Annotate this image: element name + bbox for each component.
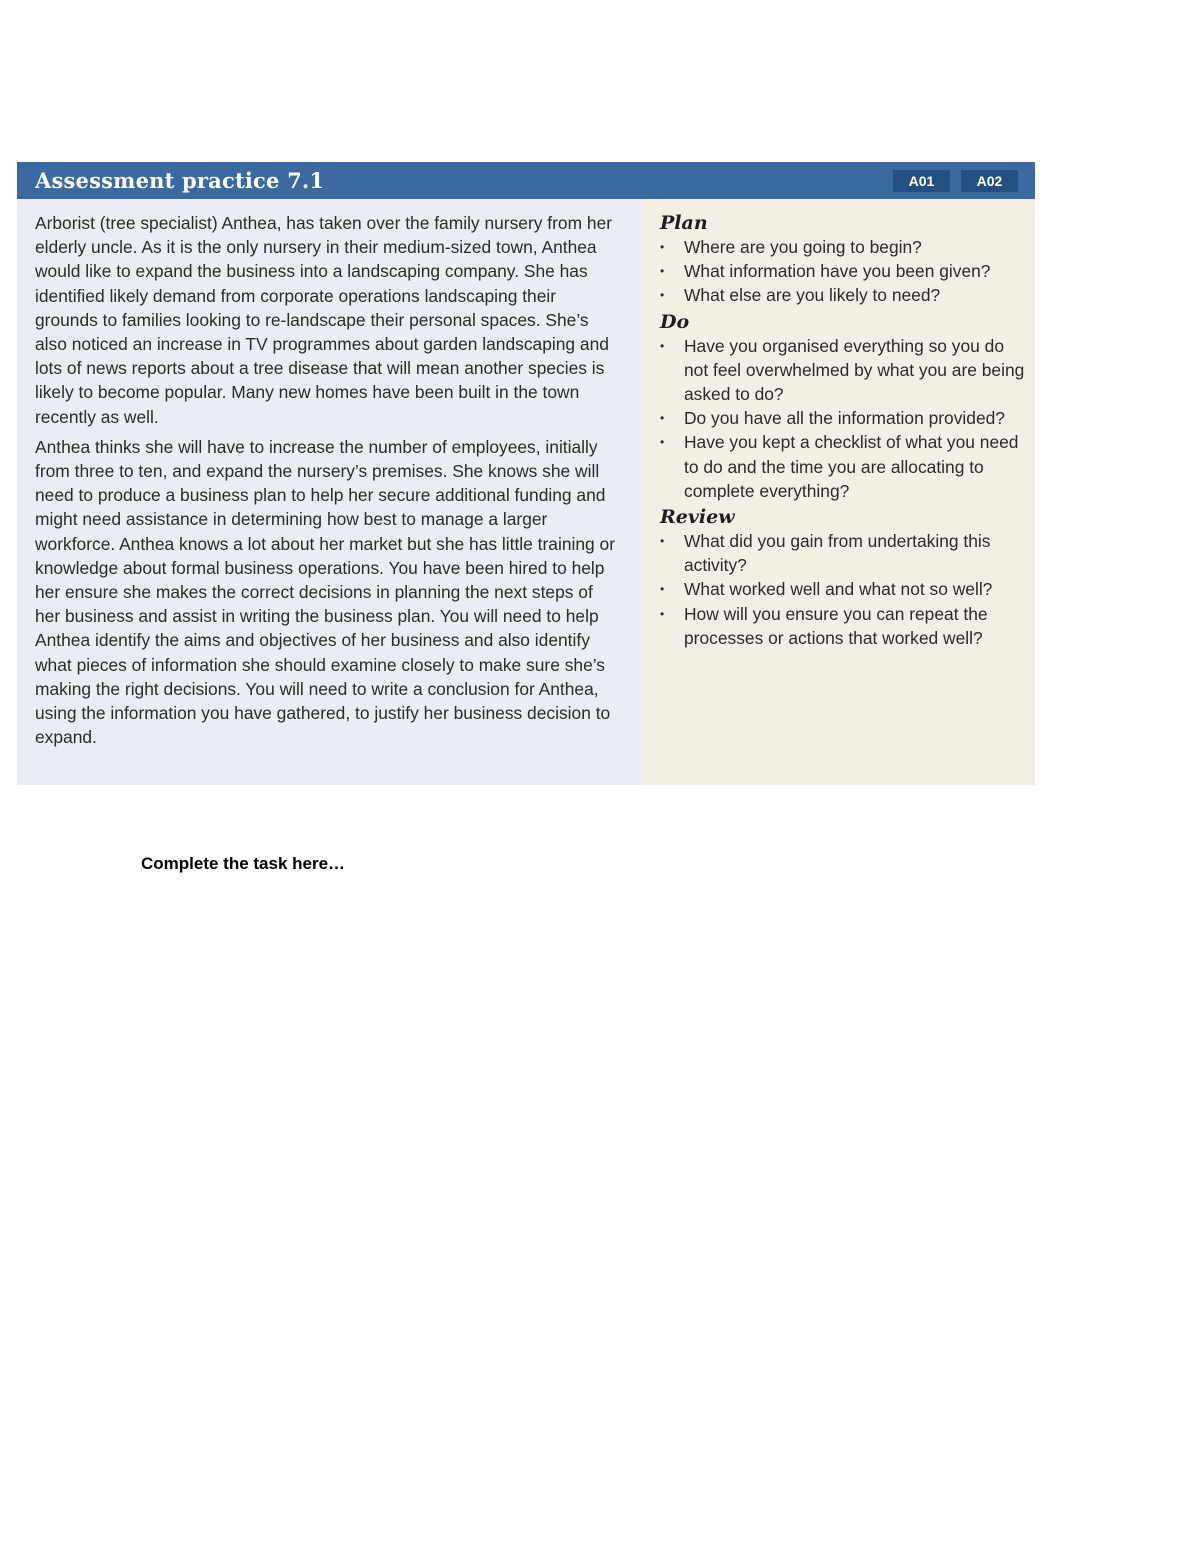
list-item-text: How will you ensure you can repeat the processes or actions that worked well? xyxy=(684,603,988,648)
list-item-text: Have you kept a checklist of what you need to do and the time you are allocating to complete everything? xyxy=(684,432,1019,501)
list-item-text: What information have you been given? xyxy=(684,261,991,282)
scenario-paragraph-2: Anthea thinks she will have to increase the number of employees, initially from three to ten, and expand the nursery’s premises. She knows she will need to produce a business plan to help her secure additional funding and might need assistance in determining how best to manage a larger workforce. Anthea knows a lot about her market but she has little training or knowledge about formal business operations. You have been hired to help her ensure she makes the correct decisions in planning the next steps of her business and assist in writing the business plan. You will need to help Anthea identify the aims and objectives of her business and also identify what pieces of information she should examine closely to make sure she’s making the right decisions. You will need to write a conclusion for Anthea, using the information you have gathered, to justify her business decision to expand. xyxy=(35,436,615,748)
assessment-objective-badges xyxy=(893,170,1018,192)
list-item xyxy=(660,283,1025,307)
list-item xyxy=(660,430,1025,503)
list-item xyxy=(660,235,1025,259)
list-item-text: What worked well and what not so well? xyxy=(684,579,993,600)
section-heading-review: Review xyxy=(660,506,735,529)
card-body xyxy=(17,199,1035,785)
bullet-icon: • xyxy=(660,240,665,254)
list-item xyxy=(660,577,1025,601)
bullet-icon: • xyxy=(660,534,665,549)
scenario-panel xyxy=(17,199,642,785)
list-item xyxy=(660,602,1025,650)
bullet-icon: • xyxy=(660,338,665,353)
card-title: Assessment practice 7.1 xyxy=(35,168,325,193)
plan-do-review-panel xyxy=(642,199,1035,785)
bullet-icon: • xyxy=(660,606,665,621)
list-item xyxy=(660,334,1025,407)
list-item-text: What else are you likely to need? xyxy=(684,285,941,306)
scenario-paragraph-1: Arborist (tree specialist) Anthea, has taken over the family nursery from her elderly uncle. As it is the only nursery in their medium-sized town, Anthea would like to expand the business into a landscaping company. She has identified likely demand from corporate operations landscaping their grounds to families looking to re-landscape their personal spaces. She’s also noticed an increase in TV programmes about garden landscaping and lots of news reports about a tree disease that will mean another species is likely to become popular. Many new homes have been built in the town recently as well. xyxy=(35,213,613,427)
badge-ao2: A02 xyxy=(961,170,1018,192)
assessment-practice-card xyxy=(17,162,1035,785)
bullet-icon: • xyxy=(660,582,665,597)
bullet-icon: • xyxy=(660,264,665,279)
bullet-icon: • xyxy=(660,288,665,303)
list-item xyxy=(660,529,1025,577)
section-heading-plan: Plan xyxy=(660,212,708,234)
list-item-text: What did you gain from undertaking this activity? xyxy=(684,531,991,576)
list-item-text: Have you organised everything so you do not feel overwhelmed by what you are being asked to do? xyxy=(684,335,1025,405)
bullet-icon: • xyxy=(660,411,665,426)
card-header xyxy=(17,162,1035,199)
section-heading-do: Do xyxy=(660,310,690,333)
task-prompt[interactable]: Complete the task here… xyxy=(141,854,346,873)
list-item-text: Do you have all the information provided? xyxy=(684,408,1005,429)
badge-ao1: A01 xyxy=(893,170,950,192)
bullet-icon: • xyxy=(660,435,665,450)
plan-list xyxy=(660,235,1025,308)
list-item xyxy=(660,406,1025,430)
list-item-text: Where are you going to begin? xyxy=(684,237,922,257)
review-list xyxy=(660,529,1025,650)
do-list xyxy=(660,334,1025,503)
list-item xyxy=(660,259,1025,283)
